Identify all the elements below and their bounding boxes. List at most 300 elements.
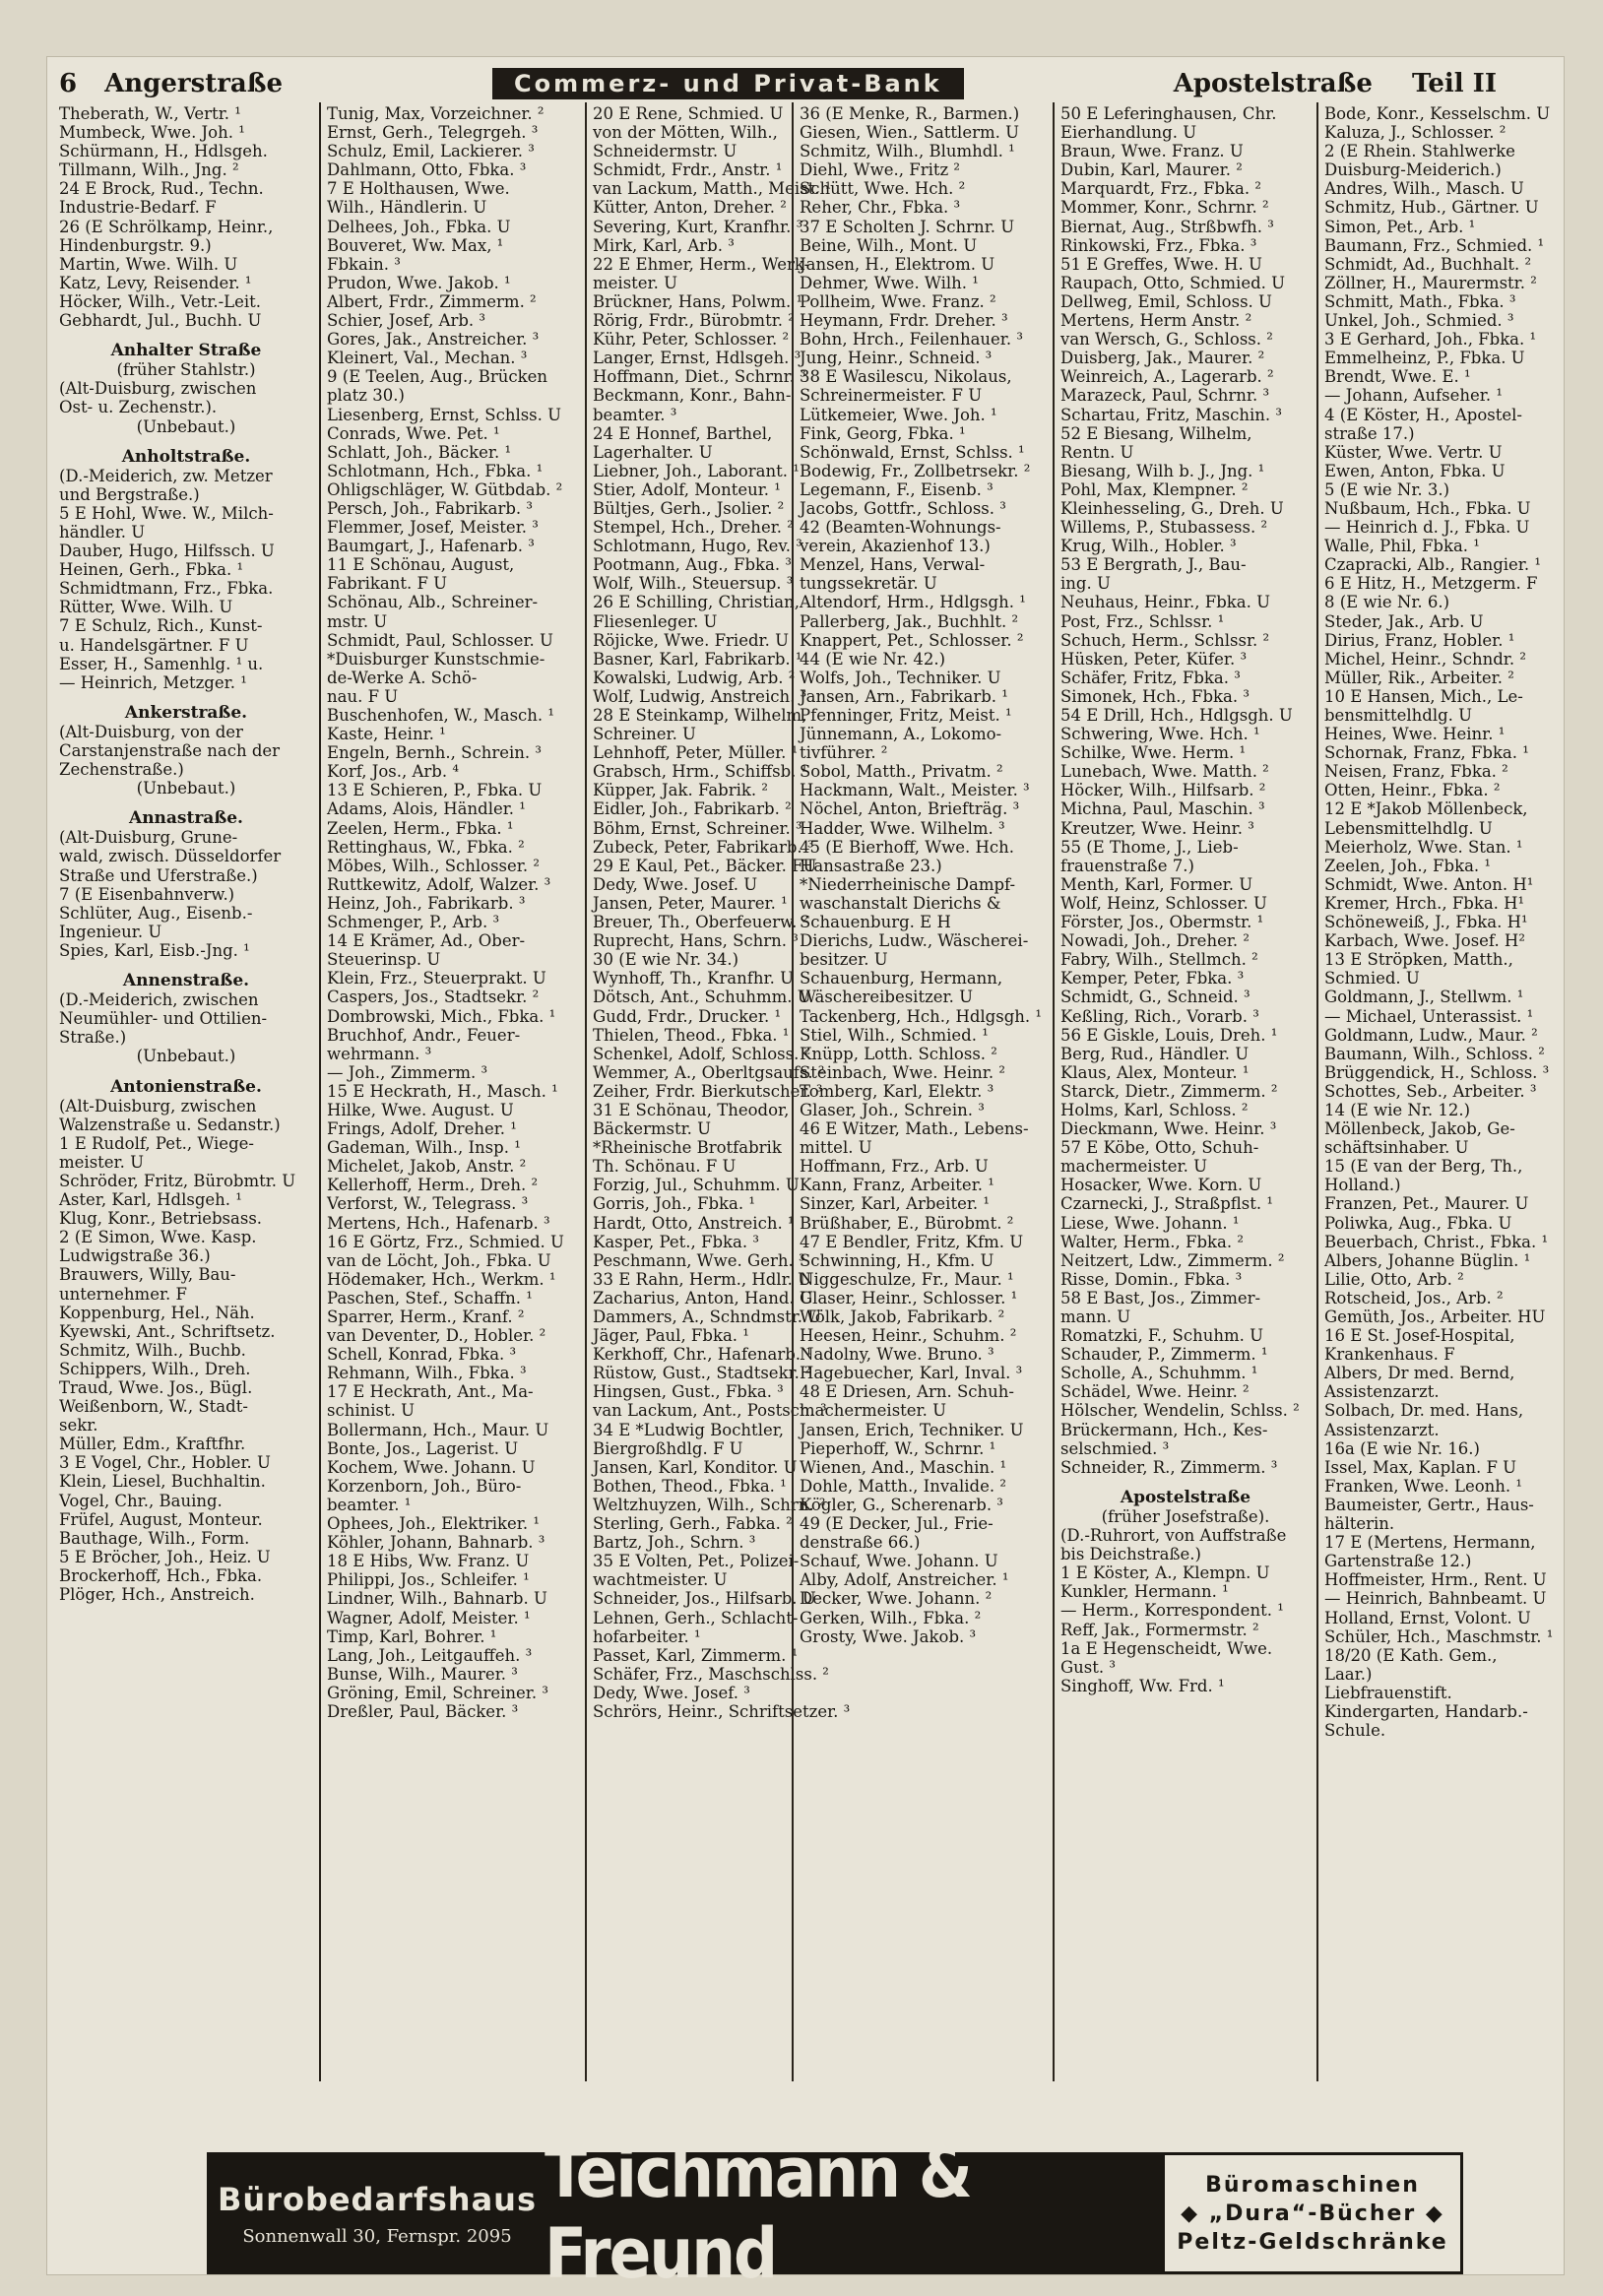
- directory-entry: Caspers, Jos., Stadtsekr. ²: [327, 988, 540, 1007]
- directory-entry: Meierholz, Wwe. Stan. ¹: [1324, 837, 1523, 857]
- directory-entry: Timp, Karl, Bohrer. ¹: [327, 1626, 497, 1646]
- directory-entry: Delhees, Joh., Fbka. U: [327, 217, 511, 236]
- directory-entry: Tomberg, Karl, Elektr. ³: [800, 1081, 994, 1101]
- directory-entry: Kann, Franz, Arbeiter. ¹: [800, 1176, 994, 1195]
- directory-entry: (Unbebaut.): [136, 779, 236, 798]
- directory-entry: Jacobs, Gottfr., Schloss. ³: [800, 498, 1006, 518]
- directory-entry: Marquardt, Frz., Fbka. ²: [1060, 179, 1261, 199]
- directory-entry: 7 E Schulz, Rich., Kunst-: [59, 616, 263, 636]
- directory-entry: Jäger, Paul, Fbka. ¹: [593, 1326, 749, 1346]
- directory-entry: Küpper, Jak. Fabrik. ²: [593, 781, 768, 800]
- directory-entry: Rütter, Wwe. Wilh. U: [59, 598, 233, 617]
- directory-entry: Theberath, W., Vertr. ¹: [59, 104, 241, 123]
- directory-entry: Bunse, Wilh., Maurer. ³: [327, 1664, 518, 1684]
- directory-entry: Holms, Karl, Schloss. ²: [1060, 1100, 1249, 1119]
- directory-entry: 2 (E Simon, Wwe. Kasp.: [59, 1228, 257, 1247]
- directory-entry: und Bergstraße.): [59, 484, 200, 504]
- directory-entry: Schauf, Wwe. Johann. U: [800, 1552, 998, 1571]
- directory-entry: bis Deichstraße.): [1060, 1545, 1201, 1564]
- directory-entry: Kleinert, Val., Mechan. ³: [327, 349, 528, 368]
- directory-entry: 16 E St. Josef-Hospital,: [1324, 1326, 1515, 1346]
- directory-entry: 16 E Görtz, Frz., Schmied. U: [327, 1232, 564, 1251]
- directory-entry: Dirius, Franz, Hobler. ¹: [1324, 630, 1515, 650]
- directory-entry: Knappert, Pet., Schlosser. ²: [800, 630, 1024, 650]
- directory-entry: Schilke, Wwe. Herm. ¹: [1060, 743, 1247, 763]
- directory-entry: Starck, Dietr., Zimmerm. ²: [1060, 1081, 1278, 1101]
- directory-entry: Sparrer, Herm., Kranf. ²: [327, 1307, 525, 1326]
- directory-entry: Weinreich, A., Lagerarb. ²: [1060, 367, 1274, 387]
- directory-entry: Pfenninger, Fritz, Meist. ¹: [800, 706, 1012, 725]
- directory-entry: 3 E Vogel, Chr., Hobler. U: [59, 1453, 271, 1473]
- directory-entry: Kaste, Heinr. ¹: [327, 725, 446, 744]
- bank-banner: Commerz- und Privat-Bank: [492, 68, 964, 99]
- directory-entry: Laar.): [1324, 1664, 1373, 1684]
- directory-entry: Höcker, Wilh., Hilfsarb. ²: [1060, 781, 1266, 800]
- directory-entry: Schreinermeister. F U: [800, 386, 983, 406]
- directory-entry: 1 E Köster, A., Klempn. U: [1060, 1563, 1270, 1583]
- directory-entry: selschmied. ³: [1060, 1438, 1170, 1458]
- directory-entry: Scholle, A., Schuhmm. ¹: [1060, 1364, 1258, 1383]
- directory-entry: Mertens, Hch., Hafenarb. ³: [327, 1213, 550, 1233]
- page-number: 6: [59, 69, 78, 98]
- directory-entry: Schwinning, H., Kfm. U: [800, 1250, 994, 1270]
- directory-entry: 17 E (Mertens, Hermann,: [1324, 1533, 1536, 1553]
- directory-entry: 18 E Hibs, Ww. Franz. U: [327, 1552, 530, 1571]
- directory-entry: 48 E Driesen, Arn. Schuh-: [800, 1382, 1014, 1402]
- directory-entry: *Niederrheinische Dampf-: [800, 874, 1016, 894]
- directory-entry: Neitzert, Ldw., Zimmerm. ²: [1060, 1250, 1285, 1270]
- directory-entry: Solbach, Dr. med. Hans,: [1324, 1401, 1524, 1421]
- directory-entry: ing. U: [1060, 574, 1111, 594]
- directory-entry: Lütkemeier, Wwe. Joh. ¹: [800, 405, 997, 424]
- directory-entry: Schmidt, G., Schneid. ³: [1060, 988, 1250, 1007]
- directory-entry: Tackenberg, Hch., Hdlgsgh. ¹: [800, 1006, 1043, 1026]
- directory-entry: Schmidtmann, Frz., Fbka.: [59, 579, 274, 599]
- directory-entry: de-Werke A. Schö-: [327, 668, 478, 687]
- directory-entry: unternehmer. F: [59, 1284, 187, 1304]
- directory-entry: Klein, Frz., Steuerprakt. U: [327, 969, 546, 989]
- directory-entry: Albers, Johanne Büglin. ¹: [1324, 1250, 1531, 1270]
- directory-entry: Schier, Josef, Arb. ³: [327, 311, 486, 331]
- directory-entry: Beuerbach, Christ., Fbka. ¹: [1324, 1232, 1549, 1251]
- directory-entry: 46 E Witzer, Math., Lebens-: [800, 1119, 1029, 1139]
- directory-entry: Hansastraße 23.): [800, 856, 942, 875]
- directory-entry: Frings, Adolf, Dreher. ¹: [327, 1119, 517, 1139]
- directory-entry: Zechenstraße.): [59, 760, 184, 780]
- directory-entry: tivführer. ²: [800, 743, 888, 763]
- directory-entry: 31 E Schönau, Theodor,: [593, 1100, 790, 1119]
- directory-entry: beamter. ¹: [327, 1495, 412, 1514]
- directory-entry: Liese, Wwe. Johann. ¹: [1060, 1213, 1240, 1233]
- directory-entry: Goldmann, J., Stellwm. ¹: [1324, 988, 1524, 1007]
- directory-entry: Franken, Wwe. Leonh. ¹: [1324, 1476, 1523, 1496]
- directory-entry: Schönwald, Ernst, Schlss. ¹: [800, 442, 1025, 462]
- directory-entry: Biesang, Wilh b. J., Jng. ¹: [1060, 461, 1265, 480]
- directory-entry: van Deventer, D., Hobler. ²: [327, 1326, 546, 1346]
- directory-entry: Dedy, Wwe. Josef. ³: [593, 1683, 750, 1702]
- directory-entry: Duisberg, Jak., Maurer. ²: [1060, 349, 1265, 368]
- directory-entry: Czarnecki, J., Straßpflst. ¹: [1060, 1194, 1273, 1214]
- left-street-title: Angerstraße: [104, 69, 284, 98]
- directory-entry: Wienen, And., Maschin. ¹: [800, 1457, 1007, 1477]
- page-header: [59, 65, 1497, 102]
- column-6: [1316, 102, 1554, 2081]
- directory-entry: Unkel, Joh., Schmied. ³: [1324, 311, 1514, 331]
- directory-entry: Nadolny, Wwe. Bruno. ³: [800, 1345, 994, 1365]
- directory-entry: Früfel, August, Monteur.: [59, 1509, 263, 1529]
- directory-entry: Alby, Adolf, Anstreicher. ¹: [800, 1570, 1009, 1590]
- directory-entry: denstraße 66.): [800, 1533, 921, 1553]
- directory-entry: Zacharius, Anton, Hand. U: [593, 1288, 813, 1307]
- directory-entry: (Unbebaut.): [136, 416, 236, 436]
- directory-entry: Braun, Wwe. Franz. U: [1060, 142, 1244, 161]
- directory-entry: (Alt-Duisburg, von der: [59, 722, 243, 741]
- directory-entry: Weltzhuyzen, Wilh., Schrn. ²: [593, 1495, 826, 1514]
- directory-entry: Förster, Jos., Obermstr. ¹: [1060, 913, 1264, 932]
- directory-entry: Ruttkewitz, Adolf, Walzer. ³: [327, 874, 551, 894]
- directory-entry: 55 (E Thome, J., Lieb-: [1060, 837, 1239, 857]
- directory-entry: Gemüth, Jos., Arbeiter. HU: [1324, 1307, 1546, 1326]
- directory-entry: van de Löcht, Joh., Fbka. U: [327, 1250, 551, 1270]
- directory-entry: Brückner, Hans, Polwm. ¹: [593, 291, 803, 311]
- directory-entry: Legemann, F., Eisenb. ³: [800, 479, 994, 499]
- directory-entry: Kaluza, J., Schlosser. ²: [1324, 123, 1507, 143]
- directory-entry: 35 E Volten, Pet., Polizei-: [593, 1552, 800, 1571]
- directory-entry: 17 E Heckrath, Ant., Ma-: [327, 1382, 534, 1402]
- street-heading: Anhalter Straße: [110, 341, 262, 361]
- directory-entry: Nußbaum, Hch., Fbka. U: [1324, 498, 1531, 518]
- street-heading: Apostelstraße: [1120, 1487, 1251, 1507]
- directory-entry: Lehnen, Gerh., Schlacht-: [593, 1608, 799, 1627]
- directory-entry: Holland.): [1324, 1176, 1401, 1195]
- directory-entry: 58 E Bast, Jos., Zimmer-: [1060, 1288, 1261, 1307]
- directory-entry: Passet, Karl, Zimmerm. ¹: [593, 1645, 799, 1665]
- directory-entry: Straße und Uferstraße.): [59, 865, 258, 885]
- directory-entry: Bode, Konr., Kesselschm. U: [1324, 104, 1551, 123]
- directory-entry: van Wersch, G., Schloss. ²: [1060, 330, 1273, 350]
- directory-entry: Ophees, Joh., Elektriker. ¹: [327, 1514, 540, 1534]
- directory-entry: Schneidermstr. U: [593, 142, 737, 161]
- directory-entry: Gorris, Joh., Fbka. ¹: [593, 1194, 755, 1214]
- directory-entry: Esser, H., Samenhlg. ¹ u.: [59, 654, 264, 673]
- directory-entry: van Lackum, Matth., Meist. ¹: [593, 179, 832, 199]
- directory-entry: bensmittelhdlg. U: [1324, 706, 1473, 725]
- directory-entry: Basner, Karl, Fabrikarb. ¹: [593, 649, 802, 669]
- directory-entry: Emmelheinz, P., Fbka. U: [1324, 349, 1525, 368]
- directory-entry: Buschenhofen, W., Masch. ¹: [327, 706, 555, 725]
- directory-entry: Martin, Wwe. Wilh. U: [59, 254, 238, 274]
- directory-entry: Menzel, Hans, Verwal-: [800, 555, 986, 575]
- directory-entry: Reher, Chr., Fbka. ³: [800, 198, 961, 218]
- directory-entry: 49 (E Decker, Jul., Frie-: [800, 1514, 994, 1534]
- directory-entry: Koppenburg, Hel., Näh.: [59, 1303, 255, 1322]
- directory-entry: Schüler, Hch., Maschmstr. ¹: [1324, 1626, 1554, 1646]
- directory-entry: Schürmann, H., Hdlsgeh.: [59, 142, 268, 161]
- directory-entry: Breuer, Th., Oberfeuerw. ²: [593, 913, 809, 932]
- directory-entry: Steuerinsp. U: [327, 950, 441, 970]
- directory-entry: Bültjes, Gerh., Jsolier. ²: [593, 498, 785, 518]
- directory-entry: Schmitz, Wilh., Blumhdl. ¹: [800, 142, 1015, 161]
- directory-entry: Issel, Max, Kaplan. F U: [1324, 1457, 1517, 1477]
- directory-entry: Müller, Edm., Kraftfhr.: [59, 1435, 246, 1454]
- directory-entry: Heinen, Gerh., Fbka. ¹: [59, 560, 244, 580]
- directory-entry: Dehmer, Wwe. Wilh. ¹: [800, 273, 979, 292]
- directory-entry: Engeln, Bernh., Schrein. ³: [327, 743, 542, 763]
- directory-entry: mann. U: [1060, 1307, 1131, 1326]
- directory-entry: Fliesenleger. U: [593, 611, 718, 631]
- directory-entry: Willems, P., Stubassess. ²: [1060, 518, 1268, 538]
- directory-entry: Baumann, Frz., Schmied. ¹: [1324, 235, 1545, 255]
- directory-entry: Zeelen, Joh., Fbka. ¹: [1324, 856, 1492, 875]
- directory-entry: Küster, Wwe. Vertr. U: [1324, 442, 1503, 462]
- directory-entry: Wolfs, Joh., Techniker. U: [800, 668, 1001, 687]
- directory-entry: besitzer. U: [800, 950, 888, 970]
- directory-entry: Flemmer, Josef, Meister. ³: [327, 518, 539, 538]
- directory-entry: Nowadi, Joh., Dreher. ²: [1060, 931, 1250, 951]
- directory-entry: *Rheinische Brotfabrik: [593, 1138, 782, 1158]
- directory-entry: Bodewig, Fr., Zollbetrsekr. ²: [800, 461, 1031, 480]
- directory-entry: Mumbeck, Wwe. Joh. ¹: [59, 123, 245, 143]
- directory-entry: Korf, Jos., Arb. ⁴: [327, 762, 459, 782]
- directory-entry: Schädel, Wwe. Heinr. ²: [1060, 1382, 1250, 1402]
- directory-entry: Klaus, Alex, Monteur. ¹: [1060, 1062, 1250, 1082]
- directory-entry: Fbkain. ³: [327, 254, 401, 274]
- directory-entry: Gebhardt, Jul., Buchh. U: [59, 311, 262, 331]
- directory-entry: Bouveret, Ww. Max, ¹: [327, 235, 504, 255]
- directory-entry: Wäschereibesitzer. U: [800, 988, 974, 1007]
- directory-entry: Walter, Herm., Fbka. ²: [1060, 1232, 1244, 1251]
- directory-entry: — Heinrich, Metzger. ¹: [59, 672, 247, 692]
- directory-entry: — Heinrich, Bahnbeamt. U: [1324, 1589, 1547, 1609]
- directory-entry: 12 E *Jakob Möllenbeck,: [1324, 799, 1528, 819]
- directory-entry: beamter. ³: [593, 405, 677, 424]
- directory-entry: (früher Josefstraße).: [1101, 1506, 1270, 1526]
- directory-entry: Kemper, Peter, Fbka. ³: [1060, 969, 1245, 989]
- directory-entry: Kögler, G., Scherenarb. ³: [800, 1495, 1003, 1514]
- directory-entry: Schmied. U: [1324, 969, 1420, 989]
- directory-entry: wald, zwisch. Düsseldorfer: [59, 847, 282, 866]
- directory-entry: Schwering, Wwe. Hch. ¹: [1060, 725, 1260, 744]
- directory-entry: Schöneweiß, J., Fbka. H¹: [1324, 913, 1528, 932]
- directory-entry: Pollheim, Wwe. Franz. ²: [800, 291, 996, 311]
- directory-entry: Verforst, W., Telegrass. ³: [327, 1194, 529, 1214]
- directory-entry: Andres, Wilh., Masch. U: [1324, 179, 1524, 199]
- directory-entry: Peschmann, Wwe. Gerh. ³: [593, 1250, 805, 1270]
- directory-entry: 28 E Steinkamp, Wilhelm,: [593, 706, 807, 725]
- directory-entry: (Alt-Duisburg, zwischen: [59, 379, 257, 399]
- part-label: Teil II: [1411, 69, 1497, 98]
- directory-entry: Wynhoff, Th., Kranfhr. U: [593, 969, 794, 989]
- directory-entry: Traud, Wwe. Jos., Bügl.: [59, 1378, 253, 1397]
- directory-entry: Möbes, Wilh., Schlosser. ²: [327, 856, 540, 875]
- directory-entry: Müller, Rik., Arbeiter. ²: [1324, 668, 1514, 687]
- directory-entry: schäftsinhaber. U: [1324, 1138, 1469, 1158]
- directory-entry: Nöchel, Anton, Briefträg. ³: [800, 799, 1020, 819]
- directory-entry: Schauenburg. E H: [800, 913, 951, 932]
- directory-entry: Schmidt, Paul, Schlosser. U: [327, 630, 553, 650]
- directory-entry: Kellerhoff, Herm., Dreh. ²: [327, 1176, 539, 1195]
- directory-entry: Adams, Alois, Händler. ¹: [327, 799, 526, 819]
- directory-entry: Spies, Karl, Eisb.-Jng. ¹: [59, 940, 250, 960]
- directory-entry: Schütt, Wwe. Hch. ²: [800, 179, 966, 199]
- directory-entry: Michna, Paul, Maschin. ³: [1060, 799, 1265, 819]
- ad-services: [1165, 2155, 1460, 2271]
- ad-service-1: Büromaschinen: [1205, 2172, 1420, 2198]
- directory-entry: 4 (E Köster, H., Apostel-: [1324, 405, 1522, 424]
- directory-entry: 33 E Rahn, Herm., Hdlr. U: [593, 1269, 812, 1289]
- directory-entry: Lunebach, Wwe. Matth. ²: [1060, 762, 1269, 782]
- directory-entry: Brüßhaber, E., Bürobmt. ²: [800, 1213, 1014, 1233]
- ad-service-3: Peltz-Geldschränke: [1177, 2229, 1448, 2255]
- directory-entry: Knüpp, Lotth. Schloss. ²: [800, 1044, 997, 1063]
- directory-entry: Kochem, Wwe. Johann. U: [327, 1457, 536, 1477]
- directory-entry: Giesen, Wien., Sattlerm. U: [800, 123, 1020, 143]
- directory-entry: Dohle, Matth., Invalide. ²: [800, 1476, 1006, 1496]
- directory-entry: Schmidt, Ad., Buchhalt. ²: [1324, 254, 1532, 274]
- directory-entry: Schuch, Herm., Schlssr. ²: [1060, 630, 1270, 650]
- directory-entry: Gartenstraße 12.): [1324, 1552, 1472, 1571]
- directory-entry: Jansen, H., Elektrom. U: [800, 254, 995, 274]
- directory-entry: Schröder, Fritz, Bürobmtr. U: [59, 1171, 296, 1190]
- directory-entry: Bohn, Hrch., Feilenhauer. ³: [800, 330, 1023, 350]
- directory-entry: Karbach, Wwe. Josef. H²: [1324, 931, 1525, 951]
- directory-entry: Prudon, Wwe. Jakob. ¹: [327, 273, 511, 292]
- directory-entry: Schneider, R., Zimmerm. ³: [1060, 1457, 1278, 1477]
- directory-entry: Paschen, Stef., Schaffn. ¹: [327, 1288, 533, 1307]
- directory-entry: Schule.: [1324, 1721, 1386, 1741]
- directory-entry: Kyewski, Ant., Schriftsetz.: [59, 1321, 276, 1341]
- directory-entry: Schlotmann, Hugo, Rev. ³: [593, 537, 802, 556]
- directory-entry: Ludwigstraße 36.): [59, 1246, 211, 1266]
- directory-entry: Persch, Joh., Fabrikarb. ³: [327, 498, 534, 518]
- directory-entry: Grabsch, Hrm., Schiffsb. ¹: [593, 762, 808, 782]
- directory-entry: Brockerhoff, Hch., Fbka.: [59, 1565, 263, 1585]
- directory-entry: Hoffmeister, Hrm., Rent. U: [1324, 1570, 1547, 1590]
- directory-entry: Hüsken, Peter, Küfer. ³: [1060, 649, 1248, 669]
- directory-entry: Ost- u. Zechenstr.).: [59, 398, 218, 417]
- directory-entry: Heinz, Joh., Fabrikarb. ³: [327, 893, 526, 913]
- directory-entry: Forzig, Jul., Schuhmm. U: [593, 1176, 800, 1195]
- directory-entry: machermeister. U: [800, 1401, 947, 1421]
- directory-entry: Schreiner. U: [593, 725, 696, 744]
- directory-entry: — Heinrich d. J., Fbka. U: [1324, 518, 1530, 538]
- directory-entry: Schlüter, Aug., Eisenb.-: [59, 903, 253, 923]
- directory-entry: Gerken, Wilh., Fbka. ²: [800, 1608, 982, 1627]
- street-heading: Annastraße.: [129, 808, 243, 829]
- directory-entry: Brendt, Wwe. E. ¹: [1324, 367, 1471, 387]
- directory-entry: (Unbebaut.): [136, 1047, 236, 1066]
- directory-entry: — Michael, Unterassist. ¹: [1324, 1006, 1534, 1026]
- directory-entry: Conrads, Wwe. Pet. ¹: [327, 423, 500, 443]
- directory-entry: Brückermann, Hch., Kes-: [1060, 1420, 1268, 1439]
- directory-entry: Kowalski, Ludwig, Arb. ²: [593, 668, 796, 687]
- directory-entry: 15 E Heckrath, H., Masch. ¹: [327, 1081, 558, 1101]
- directory-entry: Klug, Konr., Betriebsass.: [59, 1209, 263, 1229]
- directory-entry: Neisen, Franz, Fbka. ²: [1324, 762, 1508, 782]
- directory-entry: 42 (Beamten-Wohnungs-: [800, 518, 1001, 538]
- directory-entry: Mirk, Karl, Arb. ³: [593, 235, 735, 255]
- directory-entry: Biernat, Aug., Strßbwfh. ³: [1060, 217, 1274, 236]
- directory-entry: Stiel, Wilh., Schmied. ¹: [800, 1025, 989, 1045]
- directory-entry: (früher Stahlstr.): [116, 360, 256, 380]
- directory-entry: Gudd, Frdr., Drucker. ¹: [593, 1006, 782, 1026]
- directory-entry: Schmitz, Hub., Gärtner. U: [1324, 198, 1539, 218]
- directory-entry: Niggeschulze, Fr., Maur. ¹: [800, 1269, 1014, 1289]
- directory-entry: 5 (E wie Nr. 3.): [1324, 479, 1450, 499]
- directory-entry: 1a E Hegenscheidt, Wwe.: [1060, 1638, 1273, 1658]
- directory-entry: Krug, Wilh., Hobler. ³: [1060, 537, 1237, 556]
- directory-entry: Schauder, P., Zimmerm. ¹: [1060, 1345, 1268, 1365]
- directory-entry: Kindergarten, Handarb.-: [1324, 1701, 1528, 1721]
- directory-entry: Steder, Jak., Arb. U: [1324, 611, 1484, 631]
- directory-entry: 22 E Ehmer, Herm., Werk-: [593, 254, 810, 274]
- directory-entry: hälterin.: [1324, 1514, 1395, 1534]
- street-heading: Ankerstraße.: [124, 702, 248, 723]
- directory-entry: Katz, Levy, Reisender. ¹: [59, 273, 252, 292]
- directory-entry: Hagebuecher, Karl, Inval. ³: [800, 1364, 1023, 1383]
- directory-entry: mstr. U: [327, 611, 388, 631]
- directory-entry: Schönau, Alb., Schreiner-: [327, 593, 539, 612]
- directory-entry: 26 (E Schrölkamp, Heinr.,: [59, 217, 274, 236]
- directory-entry: 1 E Rudolf, Pet., Wiege-: [59, 1133, 254, 1153]
- column-1: [53, 102, 319, 2081]
- directory-entry: 56 E Giskle, Louis, Dreh. ¹: [1060, 1025, 1278, 1045]
- directory-entry: Michelet, Jakob, Anstr. ²: [327, 1157, 527, 1177]
- directory-entry: Eierhandlung. U: [1060, 123, 1197, 143]
- directory-entry: Severing, Kurt, Kranfhr. ³: [593, 217, 803, 236]
- directory-entry: 57 E Köbe, Otto, Schuh-: [1060, 1138, 1259, 1158]
- directory-entry: Altendorf, Hrm., Hdlgsgh. ¹: [800, 593, 1026, 612]
- directory-entry: Weißenborn, W., Stadt-: [59, 1397, 248, 1417]
- directory-entry: Kleinhesseling, G., Dreh. U: [1060, 498, 1284, 518]
- directory-entry: Pootmann, Aug., Fbka. ³: [593, 555, 792, 575]
- directory-entry: Liesenberg, Ernst, Schlss. U: [327, 405, 562, 424]
- directory-entry: — Johann, Aufseher. ¹: [1324, 386, 1503, 406]
- directory-entry: Liebfrauenstift.: [1324, 1683, 1452, 1702]
- directory-entry: Kreutzer, Wwe. Heinr. ³: [1060, 818, 1254, 838]
- directory-entry: Kunkler, Hermann. ¹: [1060, 1582, 1229, 1602]
- directory-entry: Kremer, Hrch., Fbka. H¹: [1324, 893, 1525, 913]
- directory-entry: Jansen, Erich, Techniker. U: [800, 1420, 1024, 1439]
- directory-entry: Kerkhoff, Chr., Hafenarb. ¹: [593, 1345, 812, 1365]
- directory-entry: 24 E Brock, Rud., Techn.: [59, 179, 264, 199]
- directory-entry: (D.-Meiderich, zw. Metzer: [59, 466, 273, 485]
- directory-entry: Schauenburg, Hermann,: [800, 969, 1003, 989]
- directory-entry: Stempel, Hch., Dreher. ²: [593, 518, 794, 538]
- directory-entry: händler. U: [59, 522, 146, 542]
- directory-entry: Lebensmittelhdlg. U: [1324, 818, 1493, 838]
- directory-entry: Bartz, Joh., Schrn. ³: [593, 1533, 756, 1553]
- directory-entry: 51 E Greffes, Wwe. H. U: [1060, 254, 1262, 274]
- directory-entry: 3 E Gerhard, Joh., Fbka. ¹: [1324, 330, 1537, 350]
- directory-entry: Industrie-Bedarf. F: [59, 198, 217, 218]
- directory-entry: Zeiher, Frdr. Bierkutscher. ³: [593, 1081, 823, 1101]
- directory-entry: Bothen, Theod., Fbka. ¹: [593, 1476, 787, 1496]
- directory-entry: Wolf, Heinz, Schlosser. U: [1060, 893, 1267, 913]
- directory-entry: 34 E *Ludwig Bochtler,: [593, 1420, 785, 1439]
- directory-entry: 15 (E van der Berg, Th.,: [1324, 1157, 1523, 1177]
- directory-entry: Rettinghaus, W., Fbka. ²: [327, 837, 525, 857]
- directory-entry: Risse, Domin., Fbka. ³: [1060, 1269, 1243, 1289]
- directory-entry: Heymann, Frdr. Dreher. ³: [800, 311, 1008, 331]
- directory-entry: Schneider, Jos., Hilfsarb. U: [593, 1589, 816, 1609]
- directory-entry: 24 E Honnef, Barthel,: [593, 423, 773, 443]
- directory-entry: 10 E Hansen, Mich., Le-: [1324, 686, 1523, 706]
- directory-entry: Philippi, Jos., Schleifer. ¹: [327, 1570, 530, 1590]
- directory-entry: von der Mötten, Wilh.,: [593, 123, 778, 143]
- directory-entry: verein, Akazienhof 13.): [800, 537, 991, 556]
- directory-entry: Post, Frz., Schlssr. ¹: [1060, 611, 1225, 631]
